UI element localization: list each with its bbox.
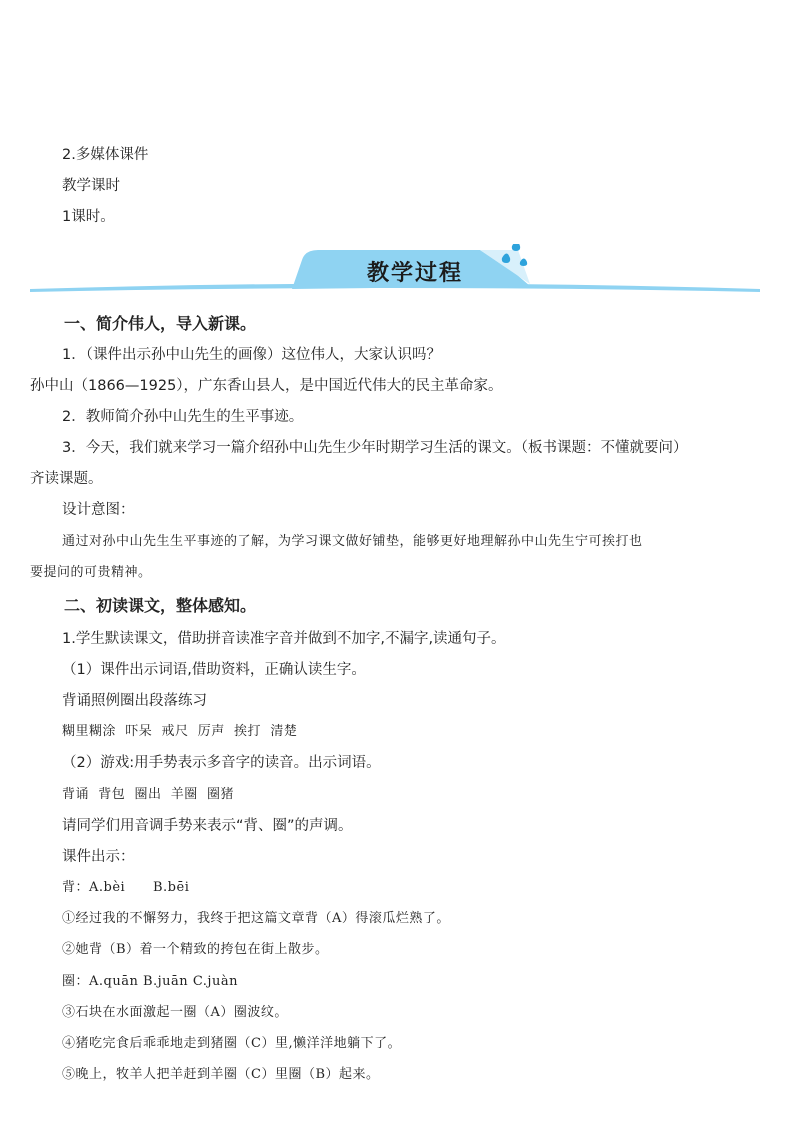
paragraph: 课件出示： (62, 849, 135, 865)
paragraph: 孙中山（1866—1925），广东香山县人，是中国近代伟大的民主革命家。 (30, 378, 503, 394)
example-sentence: ⑤晚上，牧羊人把羊赶到羊圈（C）里圈（B）起来。 (62, 1067, 380, 1082)
word-list: 背诵 背包 圈出 羊圈 圈猪 (62, 787, 235, 802)
example-sentence: ④猪吃完食后乖乖地走到猪圈（C）里,懒洋洋地躺下了。 (62, 1036, 402, 1051)
paragraph: 3．今天，我们就来学习一篇介绍孙中山先生少年时期学习生活的课文。（板书课题：不懂就要问） (62, 440, 688, 456)
section-heading-2: 二、初读课文，整体感知。 (64, 596, 257, 615)
lesson-time-label: 教学课时 (62, 178, 120, 194)
design-intent-label: 设计意图： (62, 502, 135, 518)
paragraph: 1．（课件出示孙中山先生的画像）这位伟人，大家认识吗？ (62, 347, 441, 363)
section-heading-1: 一、简介伟人，导入新课。 (64, 314, 257, 333)
lesson-time-value: 1课时。 (62, 209, 115, 225)
example-sentence: ①经过我的不懈努力，我终于把这篇文章背（A）得滚瓜烂熟了。 (62, 911, 450, 926)
word-list: 糊里糊涂 吓呆 戒尺 厉声 挨打 清楚 (62, 724, 298, 739)
paragraph: 1.学生默读课文，借助拼音读准字音并做到不加字,不漏字,读通句子。 (62, 631, 506, 647)
example-sentence: ②她背（B）着一个精致的挎包在街上散步。 (62, 942, 329, 957)
pinyin-options-bei: 背：A.bèi B.bēi (62, 880, 190, 895)
example-sentence: ③石块在水面激起一圈（A）圈波纹。 (62, 1005, 288, 1020)
paragraph: 背诵照例圈出段落练习 (62, 693, 207, 709)
paragraph: 2．教师简介孙中山先生的生平事迹。 (62, 409, 304, 425)
drop-icon (512, 244, 520, 251)
section-title: 教学过程 (366, 261, 463, 286)
paragraph: 请同学们用音调手势来表示“背、圈”的声调。 (62, 818, 353, 834)
material-item-2: 2.多媒体课件 (62, 147, 149, 163)
paragraph: 齐读课题。 (30, 471, 103, 487)
section-banner (30, 244, 760, 296)
paragraph: （1）课件出示词语,借助资料，正确认读生字。 (62, 662, 366, 678)
pinyin-options-quan: 圈：A.quān B.juān C.juàn (62, 974, 238, 989)
design-intent-text: 通过对孙中山先生生平事迹的了解，为学习课文做好铺垫，能够更好地理解孙中山先生宁可挨打也 (62, 534, 643, 549)
design-intent-text: 要提问的可贵精神。 (30, 565, 152, 580)
paragraph: （2）游戏:用手势表示多音字的读音。出示词语。 (62, 755, 381, 771)
